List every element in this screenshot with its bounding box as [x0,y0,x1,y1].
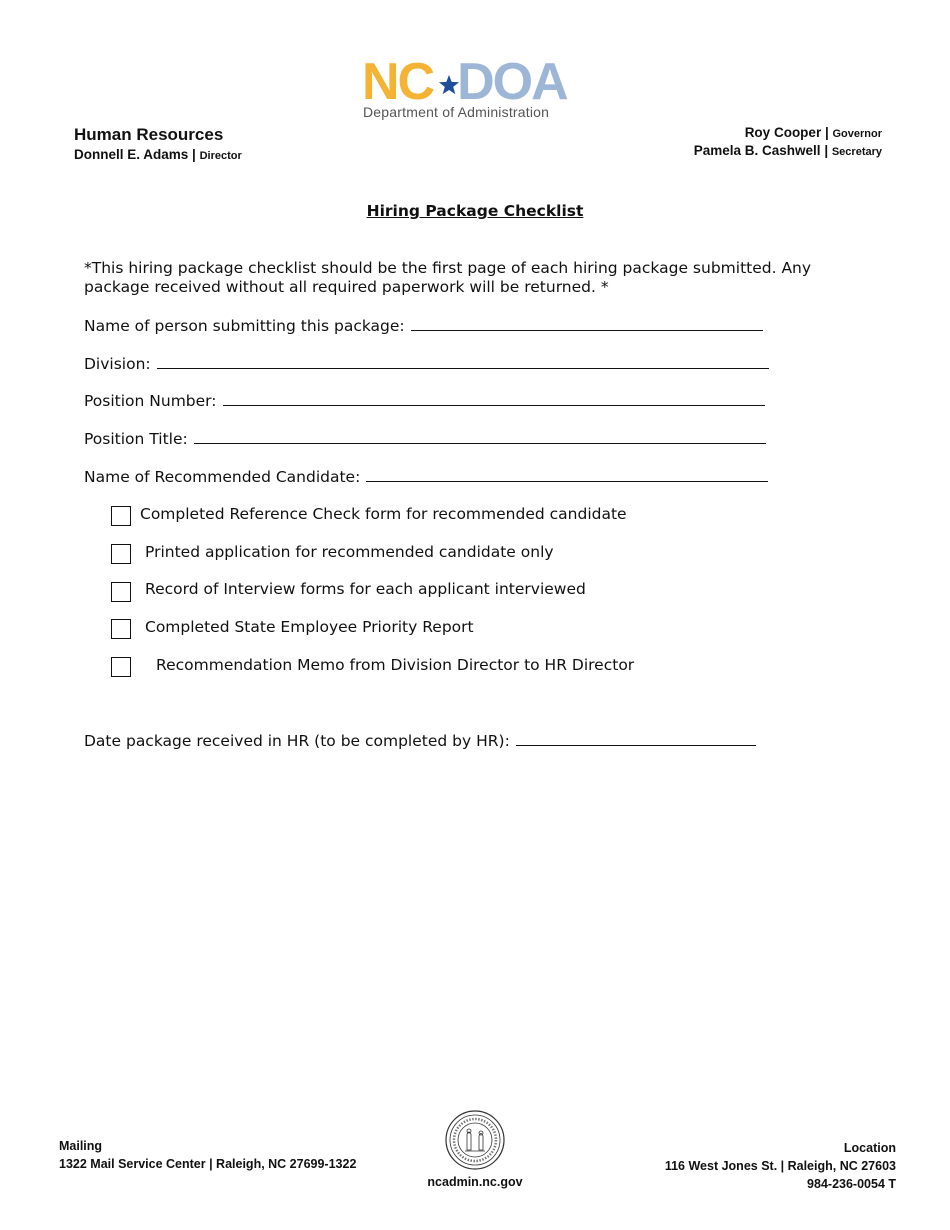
field-position-title [84,429,766,448]
checkbox-printed-application[interactable] [111,544,131,564]
secretary-line: Pamela B. Cashwell | Secretary [693,143,882,158]
secretary-name: Pamela B. Cashwell [693,143,821,158]
department-title: Human Resources [74,125,224,144]
director-line: Donnell E. Adams | Director [74,147,242,162]
governor-line: Roy Cooper | Governor [744,125,882,140]
checkbox-reference-check[interactable] [111,506,131,526]
field-submitter [84,316,763,335]
checkbox-recommendation-memo[interactable] [111,657,131,677]
instruction-note: *This hiring package checklist should be the first page of each hiring package submitted. Any package received without all required paperwork will be returned. * [84,259,812,296]
field-position-number [84,391,765,410]
field-candidate [84,467,768,486]
logo-doa: DOA [457,53,567,111]
location-heading: Location [843,1141,896,1155]
secretary-role: Secretary [831,146,882,158]
checkbox-priority-report[interactable] [111,619,131,639]
checklist-item: Recommendation Memo from Division Director to HR Director [156,656,635,674]
field-label: Name of Recommended Candidate: [84,468,361,486]
page-title: Hiring Package Checklist [366,202,584,220]
division-input-line[interactable] [157,354,769,369]
website-link[interactable]: ncadmin.nc.gov [427,1175,523,1189]
director-role: Director [199,150,242,162]
field-label: Name of person submitting this package: [84,317,405,335]
state-seal-icon [445,1110,505,1170]
field-label: Position Number: [84,392,217,410]
footer-location [665,1139,896,1193]
field-division [84,354,769,373]
ncdoa-logo [362,53,586,122]
footer-mailing [59,1137,356,1173]
mailing-address: 1322 Mail Service Center | Raleigh, NC 27699-1322 [59,1157,357,1171]
date-input-line[interactable] [516,731,756,746]
checkbox-interview-forms[interactable] [111,582,131,602]
mailing-heading: Mailing [59,1139,103,1153]
candidate-input-line[interactable] [366,467,768,482]
star-icon [438,74,460,96]
checklist-item: Record of Interview forms for each applicant interviewed [145,580,586,598]
governor-name: Roy Cooper [744,125,822,140]
submitter-input-line[interactable] [411,316,763,331]
director-name: Donnell E. Adams [74,147,189,162]
field-date-received [84,731,756,750]
logo-subtitle: Department of Administration [363,104,550,120]
checklist-item: Printed application for recommended candidate only [145,543,554,561]
checklist-item: Completed State Employee Priority Report [145,618,474,636]
logo-nc: NC [362,53,434,111]
governor-role: Governor [832,128,882,140]
location-address: 116 West Jones St. | Raleigh, NC 27603 [664,1159,896,1173]
field-label: Position Title: [84,430,188,448]
position-number-input-line[interactable] [223,391,765,406]
field-label: Division: [84,355,151,373]
location-phone: 984-236-0054 T [807,1177,896,1191]
field-label: Date package received in HR (to be completed by HR): [84,732,510,750]
position-title-input-line[interactable] [194,429,766,444]
checklist-item: Completed Reference Check form for recommended candidate [140,505,627,523]
logo-letters [362,54,567,110]
